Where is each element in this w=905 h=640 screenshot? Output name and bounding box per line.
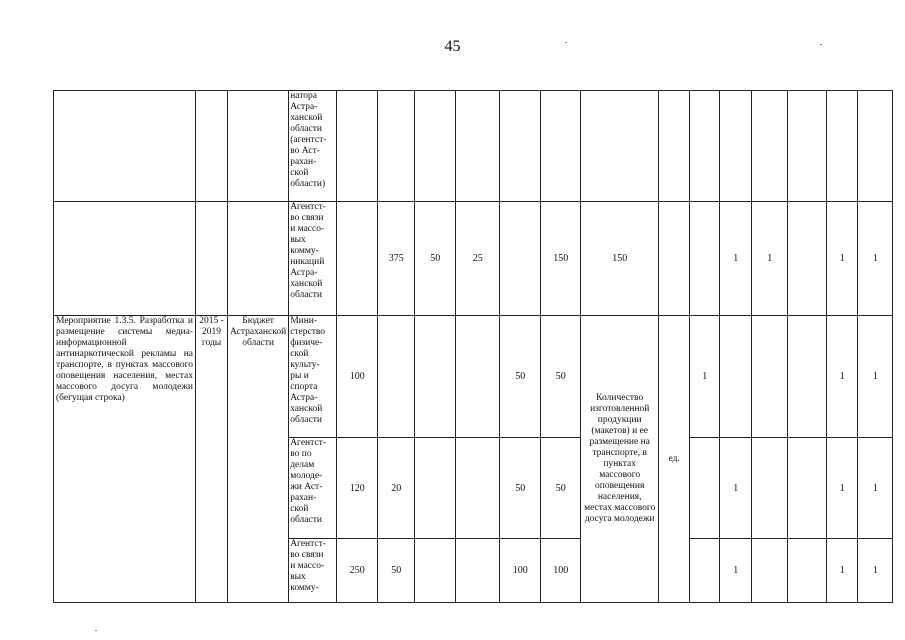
mark-cell: 1	[858, 438, 893, 539]
value-cell	[415, 316, 456, 438]
value-cell: 50	[541, 438, 581, 539]
value-cell: 375	[378, 202, 415, 316]
mark-cell: 1	[858, 202, 893, 316]
mark-cell	[788, 202, 827, 316]
value-cell	[456, 316, 500, 438]
value-cell	[415, 539, 456, 603]
scan-speck	[820, 44, 822, 45]
value-cell	[456, 91, 500, 202]
value-cell	[456, 539, 500, 603]
value-cell: 100	[500, 539, 541, 603]
empty-cell	[337, 202, 378, 316]
mark-cell	[827, 91, 858, 202]
mark-cell	[720, 316, 752, 438]
empty-cell	[228, 202, 289, 316]
table-row	[54, 202, 893, 316]
value-cell	[500, 91, 541, 202]
executor-cell: Агентст- во связи и массо- вых комму- никаций Астра- ханской области	[289, 202, 337, 316]
empty-cell	[659, 202, 690, 316]
unit-cell: ед.	[659, 316, 690, 603]
empty-cell	[196, 202, 228, 316]
executor-cell: натора Астра- ханской области (агентст- во Аст- рахан- ской области)	[289, 91, 337, 202]
empty-cell	[690, 202, 720, 316]
executor-cell: Агентст- во связи и массо- вых комму-	[289, 539, 337, 603]
value-cell: 250	[337, 539, 378, 603]
value-cell: 50	[378, 539, 415, 603]
empty-cell	[690, 91, 720, 202]
value-cell	[541, 91, 581, 202]
mark-cell	[788, 316, 827, 438]
value-cell: 25	[456, 202, 500, 316]
empty-cell	[228, 91, 289, 202]
table-row	[54, 91, 893, 202]
mark-cell	[788, 539, 827, 603]
mark-cell	[752, 91, 788, 202]
value-cell	[378, 91, 415, 202]
mark-cell	[752, 438, 788, 539]
value-cell: 50	[500, 438, 541, 539]
mark-cell: 1	[827, 202, 858, 316]
value-cell	[415, 91, 456, 202]
mark-cell: 1	[720, 438, 752, 539]
mark-cell	[858, 91, 893, 202]
value-cell: 20	[378, 438, 415, 539]
value-cell: 100	[541, 539, 581, 603]
mark-cell: 1	[858, 316, 893, 438]
empty-cell	[337, 91, 378, 202]
value-cell	[378, 316, 415, 438]
mark-cell: 1	[827, 316, 858, 438]
value-cell: 50	[500, 316, 541, 438]
empty-cell	[54, 202, 196, 316]
mark-cell	[690, 438, 720, 539]
scan-speck	[95, 630, 97, 631]
mark-cell	[752, 316, 788, 438]
empty-cell	[659, 91, 690, 202]
funding-source: Бюджет Астраханской области	[228, 316, 289, 603]
mark-cell	[788, 91, 827, 202]
value-cell	[500, 202, 541, 316]
mark-cell	[788, 438, 827, 539]
mark-cell	[752, 539, 788, 603]
mark-cell: 1	[827, 539, 858, 603]
executor-cell: Мини- стерство физиче- ской культу- ры и спорта Астра- ханской области	[289, 316, 337, 438]
mark-cell: 1	[690, 316, 720, 438]
value-cell	[415, 438, 456, 539]
mark-cell: 1	[752, 202, 788, 316]
program-table	[53, 90, 893, 603]
measure-title: Мероприятие 1.3.5. Разработка и размещение системы медиа-информационной антинаркотической рекламы на транспорте, в пунктах массового оповещения населения, местах массового досуга молодежи (бегущая строка)	[54, 316, 196, 603]
value-cell: 50	[541, 316, 581, 438]
value-cell: 50	[415, 202, 456, 316]
value-cell	[581, 91, 659, 202]
empty-cell	[54, 91, 196, 202]
mark-cell: 1	[720, 539, 752, 603]
mark-cell: 1	[827, 438, 858, 539]
measure-period: 2015 - 2019 годы	[196, 316, 228, 603]
indicator-cell: Количество изготовленной продукции (макетов) и ее размещение на транспорте, в пунктах массового оповещения населения, местах массового досуга молодежи	[581, 316, 659, 603]
value-cell: 120	[337, 438, 378, 539]
value-cell	[456, 438, 500, 539]
mark-cell	[720, 91, 752, 202]
mark-cell: 1	[858, 539, 893, 603]
value-cell: 150	[541, 202, 581, 316]
table-row	[54, 316, 893, 438]
mark-cell: 1	[720, 202, 752, 316]
empty-cell	[196, 91, 228, 202]
value-cell: 100	[337, 316, 378, 438]
mark-cell	[690, 539, 720, 603]
value-cell: 150	[581, 202, 659, 316]
page-number: 45	[444, 38, 461, 55]
executor-cell: Агентст- во по делам молоде- жи Аст- рахан- ской области	[289, 438, 337, 539]
scan-speck	[565, 42, 567, 43]
